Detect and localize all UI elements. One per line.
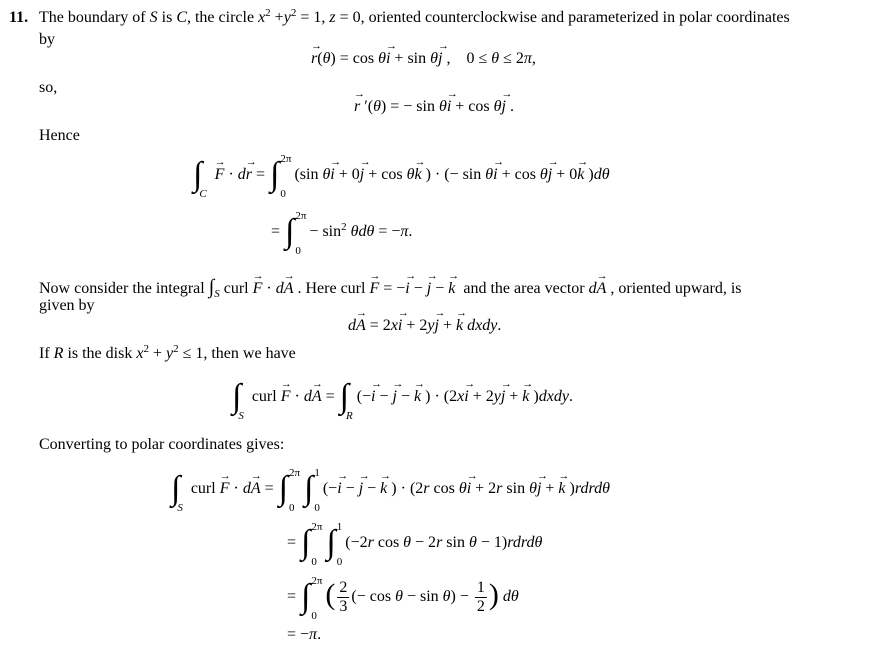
intro-text-line1: The boundary of S is C, the circle $x^2 +y^2 = 1$, z = 0, oriented counterclockwise and parameterized in polar coordinates: [39, 7, 790, 26]
equation-derivative: → r ′(θ) = − sin θ→ i + cos θ→ j .: [354, 99, 514, 115]
equation-surface-integral: $\int_S$ curl → $F \cdot d\to A = \int_R(-\to i$ − → j − → k ) · (2x→ i + 2y→ j + → k )dxdy.: [231, 374, 573, 408]
text-now-line1: Now consider the integral $\int_S$ curl → F · d→ A . Here curl → F = −→ i − → j − → k and the area vector d→ A , oriented upward, is: [39, 277, 741, 297]
equation-polar-4: = −π.: [287, 626, 322, 643]
intro-text-line2: by: [39, 31, 55, 48]
equation-area-vector: d→ A = 2x→ i + 2y→ j + → k dxdy.: [348, 318, 501, 334]
text-if-r: If R is the disk $x^2 + y^2 \le 1$, then we have: [39, 343, 296, 362]
text-so: so,: [39, 79, 58, 96]
text-hence: Hence: [39, 127, 80, 144]
equation-polar-1: $\int_S$ curl → F · d→ A = ∫ 2π 0 ∫ 1 0 (−→ i − → j − → k ) · (2r cos θ→ i + 2r sin θ→ j + → k )rdrdθ: [170, 466, 610, 512]
problem-number: 11.: [9, 9, 29, 26]
text-converting: Converting to polar coordinates gives:: [39, 436, 285, 453]
text-now-line2: given by: [39, 297, 95, 314]
equation-param: → r(θ) = cos θ→ i + sin θ→ j , 0 ≤ θ ≤ 2π,: [311, 51, 536, 67]
equation-line-integral-1: $\int_C \to F \cdot d\to r$ = ∫ 2π 0 (sin θ→ i + 0→ j + cos θ→ k ) · (− sin θ→ i + cos θ→ j + 0→ k )dθ: [192, 152, 610, 198]
equation-polar-3: = ∫ 2π 0 ( $\frac{2}{3}$ (− cos θ − sin θ) − $\frac{1}{2}$ ) dθ: [287, 575, 519, 623]
equation-line-integral-2: = ∫ 2π 0 − $\sin^2 \theta d\theta = -\pi$.: [271, 210, 413, 258]
equation-polar-2: = ∫ 2π 0 ∫ 1 0 (−2r cos θ − 2r sin θ − 1)rdrdθ: [287, 521, 543, 569]
